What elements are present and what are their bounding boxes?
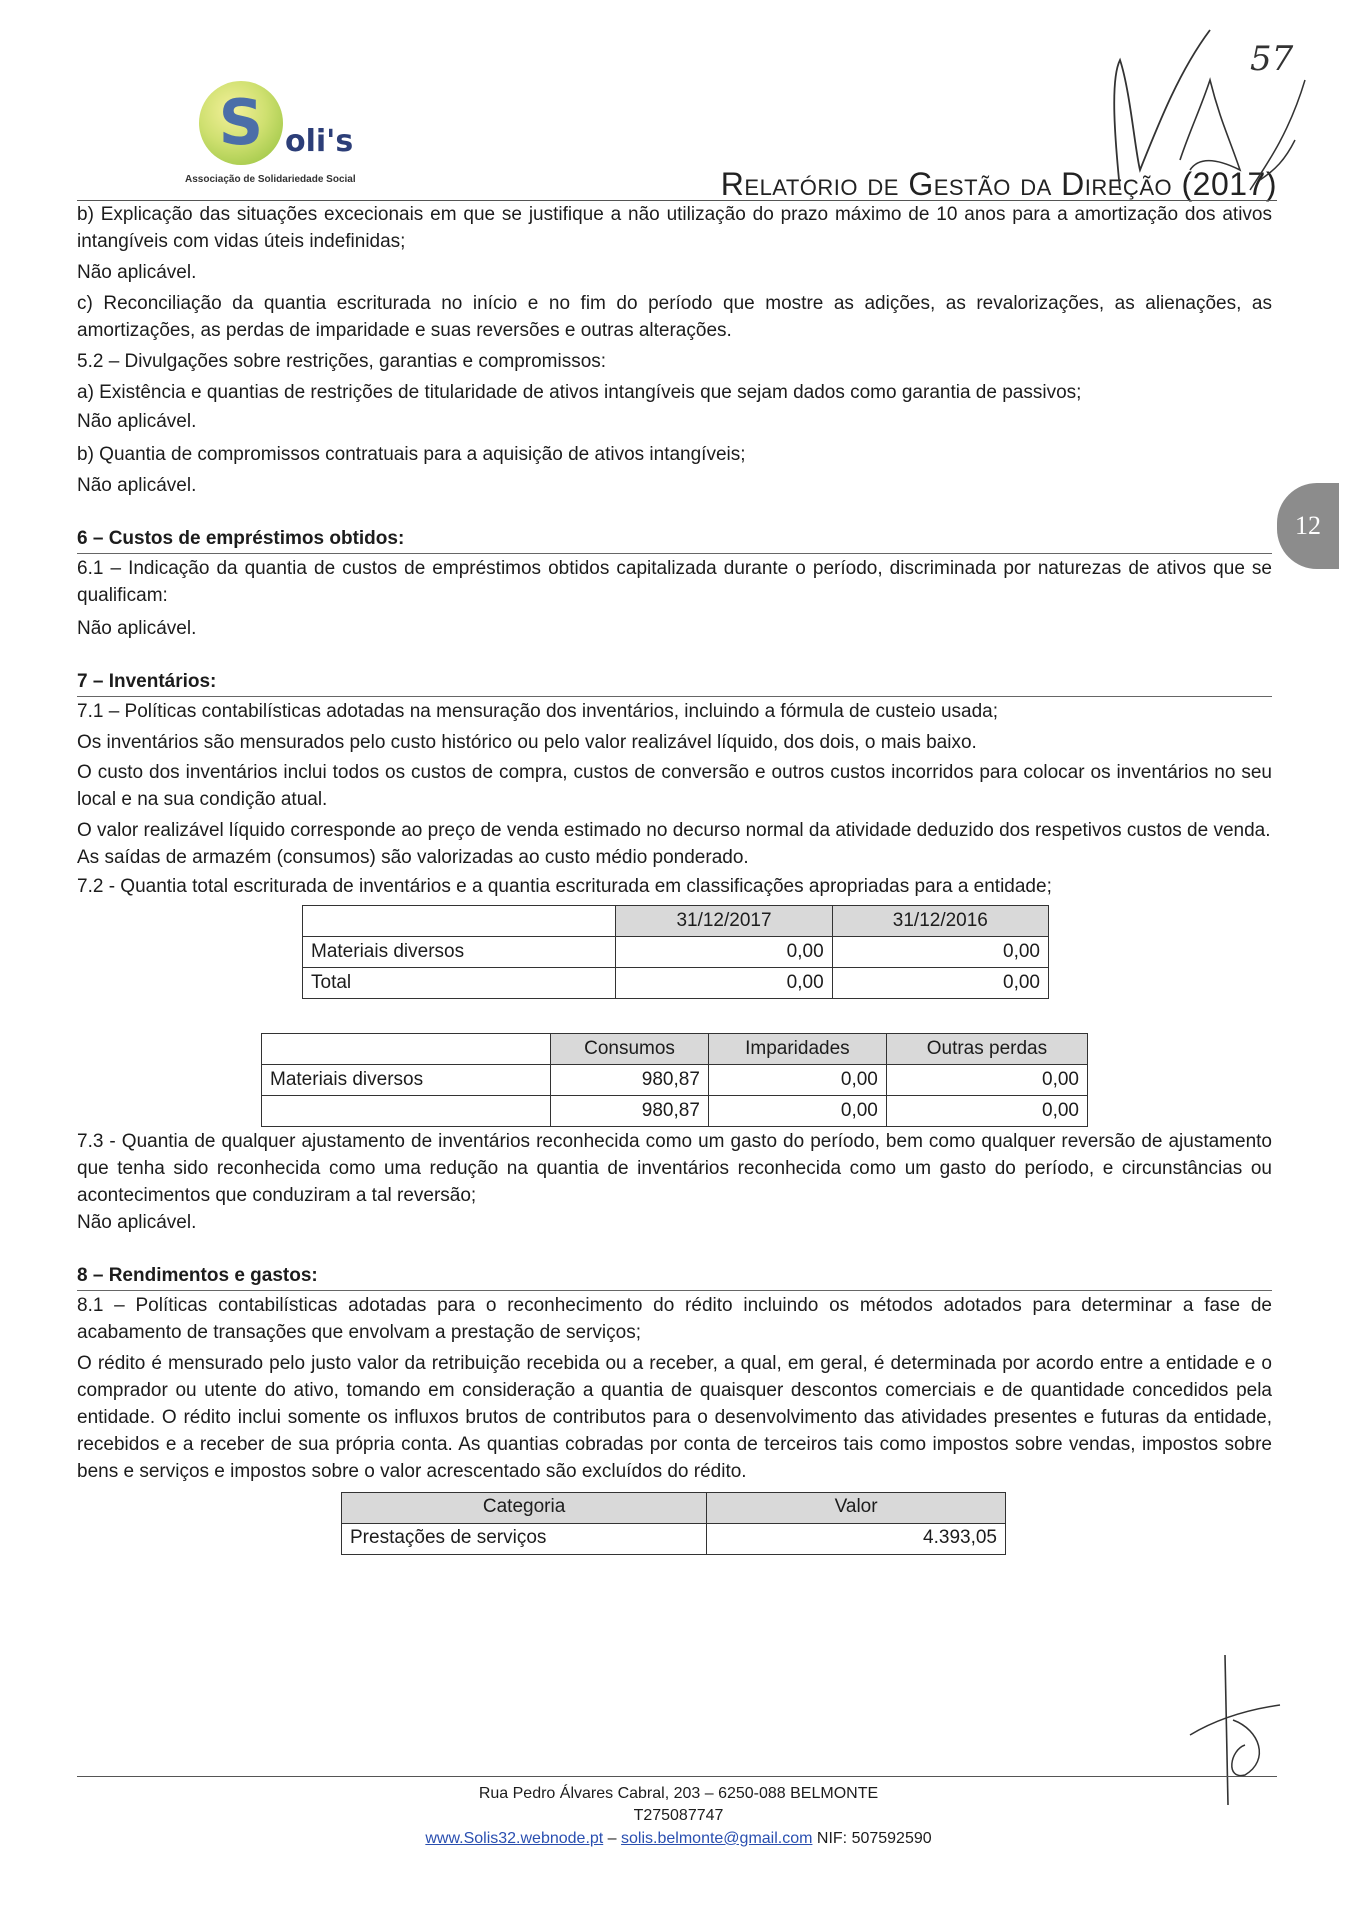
- subsection-8-1: 8.1 – Políticas contabilísticas adotadas para o reconhecimento do rédito incluindo os métodos adotados para determinar a fase de acabamento de transações que envolvam a prestação de serviços;: [77, 1290, 1272, 1347]
- table-cell: Total: [303, 968, 616, 999]
- table-row: [303, 968, 1049, 999]
- table-cell: 0,00: [616, 937, 832, 968]
- footer-separator: –: [603, 1829, 622, 1847]
- table-header-row: [342, 1492, 1006, 1523]
- not-applicable-1: Não aplicável.: [77, 261, 197, 283]
- section-7-title: 7 – Inventários:: [77, 670, 217, 692]
- table-row: [303, 937, 1049, 968]
- page-annotation: 57: [1250, 39, 1294, 79]
- inventory-balance-table: [302, 905, 1049, 999]
- table-cell: 4.393,05: [707, 1523, 1006, 1554]
- subsection-7-1: 7.1 – Políticas contabilísticas adotadas na mensuração dos inventários, incluindo a fórmula de custeio usada;: [77, 696, 1272, 726]
- paragraph-c-reconciliacao: c) Reconciliação da quantia escriturada no início e no fim do período que mostre as adições, as revalorizações, as alienações, as amortizações, as perdas de imparidade e suas reversões e outras alterações.: [77, 292, 1272, 341]
- report-title: Relatório de Gestão da Direção (2017): [720, 166, 1277, 202]
- inventory-paragraph-2: O custo dos inventários inclui todos os custos de compra, custos de conversão e outros custos incorridos para colocar os inventários no seu local e na sua condição atual.: [77, 762, 1272, 811]
- table-cell: 980,87: [551, 1096, 709, 1127]
- table-cell: Materiais diversos: [262, 1065, 551, 1096]
- table-header-cell: [262, 1034, 551, 1065]
- footer-contacts: [0, 1828, 1357, 1850]
- table-row: [262, 1096, 1088, 1127]
- table-cell: 0,00: [708, 1096, 886, 1127]
- page-number-badge: 12: [1277, 483, 1339, 569]
- table-header-cell: [303, 906, 616, 937]
- table-cell: 0,00: [886, 1065, 1087, 1096]
- not-applicable-5: Não aplicável.: [77, 1212, 197, 1234]
- table-cell: 0,00: [616, 968, 832, 999]
- inventory-paragraph-1: Os inventários são mensurados pelo custo histórico ou pelo valor realizável líquido, dos dois, o mais baixo.: [77, 731, 977, 753]
- section-8-title: 8 – Rendimentos e gastos:: [77, 1265, 318, 1287]
- table-header-row: [303, 906, 1049, 937]
- table-cell: 0,00: [832, 937, 1048, 968]
- subsection-6-1: 6.1 – Indicação da quantia de custos de empréstimos obtidos capitalizada durante o período, discriminada por naturezas de ativos que se qualificam:: [77, 553, 1272, 612]
- logo-s-letter: S: [218, 86, 264, 159]
- logo: [185, 75, 425, 195]
- table-header-cell: Outras perdas: [886, 1034, 1087, 1065]
- table-cell: 980,87: [551, 1065, 709, 1096]
- table-header-cell: 31/12/2016: [832, 906, 1048, 937]
- website-link[interactable]: www.Solis32.webnode.pt: [425, 1829, 604, 1847]
- subsection-5-2: 5.2 – Divulgações sobre restrições, garantias e compromissos:: [77, 350, 607, 372]
- paragraph-b-quantia: b) Quantia de compromissos contratuais para a aquisição de ativos intangíveis;: [77, 443, 746, 465]
- section-6-title: 6 – Custos de empréstimos obtidos:: [77, 527, 405, 549]
- inventory-consumption-table: [261, 1033, 1088, 1127]
- not-applicable-2: Não aplicável.: [77, 410, 197, 432]
- document-body: [77, 202, 1272, 1555]
- footer-phone: T275087747: [633, 1807, 724, 1825]
- revenue-paragraph: O rédito é mensurado pelo justo valor da retribuição recebida ou a receber, a qual, em geral, é determinada por acordo entre a entidade e o comprador ou utente do ativo, tomando em consideração a quantia de quaisquer descontos comerciais e de quantidade concedidos pela entidade. O rédito inclui somente os influxos brutos de contributos para o desenvolvimento das atividades presentes e futuras da entidade, recebidos e a receber de sua própria conta. As quantias cobradas por conta de terceiros tais como impostos sobre vendas, impostos sobre bens e serviços e impostos sobre o valor acrescentado são excluídos do rédito.: [77, 1353, 1272, 1482]
- footer: [0, 1783, 1357, 1850]
- table-cell: 0,00: [708, 1065, 886, 1096]
- table-cell: Prestações de serviços: [342, 1523, 707, 1554]
- table-header-row: [262, 1034, 1088, 1065]
- header-rule: [77, 200, 1277, 201]
- table-cell: Materiais diversos: [303, 937, 616, 968]
- not-applicable-4: Não aplicável.: [77, 617, 197, 639]
- inventory-paragraph-4: As saídas de armazém (consumos) são valorizadas ao custo médio ponderado.: [77, 847, 749, 869]
- table-cell: [262, 1096, 551, 1127]
- footer-address: Rua Pedro Álvares Cabral, 203 – 6250-088 BELMONTE: [478, 1785, 879, 1802]
- table-row: [342, 1523, 1006, 1554]
- footer-rule: [77, 1776, 1277, 1777]
- footer-nif: NIF: 507592590: [812, 1829, 932, 1847]
- subsection-7-2: 7.2 - Quantia total escriturada de inventários e a quantia escriturada em classificações apropriadas para a entidade;: [77, 876, 1052, 898]
- inventory-paragraph-3: O valor realizável líquido corresponde ao preço de venda estimado no decurso normal da atividade deduzido dos respetivos custos de venda.: [77, 820, 1271, 842]
- email-link[interactable]: solis.belmonte@gmail.com: [621, 1829, 813, 1847]
- paragraph-a-existencia: a) Existência e quantias de restrições de titularidade de ativos intangíveis que sejam dados como garantia de passivos;: [77, 381, 1082, 403]
- table-header-cell: Imparidades: [708, 1034, 886, 1065]
- table-cell: 0,00: [832, 968, 1048, 999]
- table-header-cell: Categoria: [342, 1492, 707, 1523]
- table-row: [262, 1065, 1088, 1096]
- logo-text: oli's: [285, 124, 354, 159]
- signature-top: [1100, 20, 1320, 210]
- revenue-table: [341, 1492, 1006, 1555]
- table-header-cell: Consumos: [551, 1034, 709, 1065]
- table-cell: 0,00: [886, 1096, 1087, 1127]
- table-header-cell: 31/12/2017: [616, 906, 832, 937]
- subsection-7-3: 7.3 - Quantia de qualquer ajustamento de inventários reconhecida como um gasto do período, bem como qualquer reversão de ajustamento que tenha sido reconhecida como uma redução na quantia de inventários reconhecida como um gasto do período, e circunstâncias ou acontecimentos que conduziram a tal reversão;: [77, 1131, 1272, 1207]
- logo-subtitle: Associação de Solidariedade Social: [185, 174, 356, 185]
- table-header-cell: Valor: [707, 1492, 1006, 1523]
- paragraph-b-explicacao: b) Explicação das situações excecionais em que se justifique a não utilização do prazo máximo de 10 anos para a amortização dos ativos intangíveis com vidas úteis indefinidas;: [77, 204, 1272, 252]
- not-applicable-3: Não aplicável.: [77, 474, 197, 496]
